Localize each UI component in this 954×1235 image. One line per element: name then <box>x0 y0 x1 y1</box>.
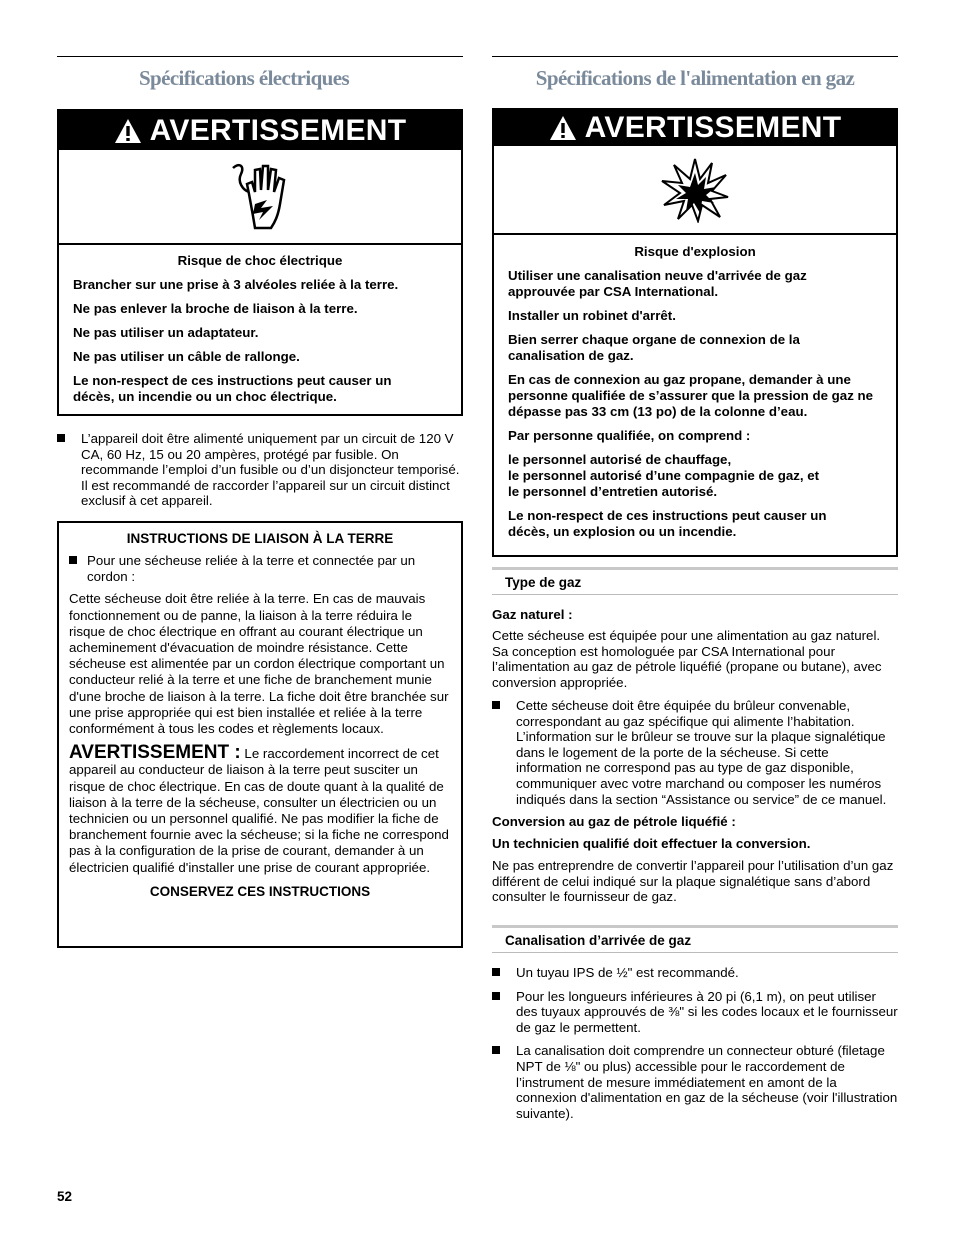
left-top-rule <box>57 56 463 57</box>
warning-line: le personnel d’entretien autorisé. <box>508 484 718 499</box>
grounding-bullet-text: Pour une sécheuse reliée à la terre et connectée par un cordon : <box>87 553 416 584</box>
electric-shock-hand-icon <box>59 150 461 245</box>
electrical-warning-box <box>57 109 463 416</box>
bullet-square <box>492 1046 500 1054</box>
bullet-square <box>57 434 65 442</box>
warning-line: Ne pas utiliser un adaptateur. <box>73 325 259 340</box>
warning-line: le personnel autorisé de chauffage, <box>508 452 732 467</box>
warning-line: Installer un robinet d'arrêt. <box>508 308 676 323</box>
gas-supply-heading: Canalisation d’arrivée de gaz <box>492 925 898 953</box>
grounding-heading: INSTRUCTIONS DE LIAISON À LA TERRE <box>126 531 394 546</box>
gas-warning-box <box>492 108 898 557</box>
lpg-label: Conversion au gaz de pétrole liquéfié : <box>492 814 736 830</box>
bullet-square <box>492 992 500 1000</box>
warning-line: le personnel autorisé d’une compagnie de gaz, et <box>508 468 820 483</box>
warning-line: Le non-respect de ces instructions peut causer un décès, un explosion ou un incendie. <box>508 508 827 539</box>
supply-bullet <box>492 1043 898 1121</box>
supply-bullet-text: Un tuyau IPS de ½" est recommandé. <box>516 965 739 980</box>
warning-line: Utiliser une canalisation neuve d'arrivée de gaz approuvée par CSA International. <box>508 268 807 299</box>
right-section-title: Spécifications de l'alimentation en gaz <box>535 66 855 90</box>
right-top-rule <box>492 56 898 57</box>
page-number: 52 <box>57 1189 73 1204</box>
warning-line: Bien serrer chaque organe de connexion de la canalisation de gaz. <box>508 332 800 363</box>
warning-line: Par personne qualifiée, on comprend : <box>508 428 751 443</box>
keep-instructions: CONSERVEZ CES INSTRUCTIONS <box>149 883 371 899</box>
natural-gas-label: Gaz naturel : <box>492 607 573 622</box>
warning-line: Le non-respect de ces instructions peut causer un décès, un incendie ou un choc électrique. <box>73 373 392 404</box>
grounding-bullet <box>69 553 451 584</box>
warning-header <box>494 110 896 146</box>
burner-bullet <box>492 698 898 807</box>
circuit-text: L’appareil doit être alimenté uniquement par un circuit de 120 V CA, 60 Hz, 15 ou 20 ampères, protégé par fusible. On recommande l’emploi d’un fusible ou d’un disjoncteur temporisé. Il est recommandé de raccorder l’appareil sur un circuit distinct exclusif à cet appareil. <box>81 431 460 509</box>
grounding-warning-text: Le raccordement incorrect de cet appareil au conducteur de liaison à la terre peut susciter un risque de choc électrique. En cas de doute quant à la qualité de liaison à la terre de la sécheuse, consulter un électricien ou un technicien ou un personnel qualifié. Ne pas modifier la fiche de branchement fournie avec la sécheuse; si la fiche ne correspond pas à la configuration de la prise de courant, demander à un électricien qualifié d'installer une prise de courant appropriée. <box>69 746 449 875</box>
grounding-paragraph: Cette sécheuse doit être reliée à la terre. En cas de mauvais fonctionnement ou de panne, la liaison à la terre réduira le risque de choc électrique en offrant au courant électrique un acheminement d'évacuation de moindre résistance. Cette sécheuse est alimentée par un cordon électrique comportant un conducteur relié à la terre et une fiche de branchement munie d'une broche de liaison à la terre. La fiche doit être branchée sur une prise appropriée qui est bien installée et reliée à la terre conformément à tous les codes et règlements locaux. <box>69 591 449 737</box>
burner-bullet-text: Cette sécheuse doit être équipée du brûleur convenable, correspondant au gaz spécifique qui alimente l’habitation. L’information sur le brûleur se trouve sur la plaque signalétique dans le logement de la porte de la sécheuse. Si cette information ne correspond pas au type de gaz disponible, communiquer avec votre marchand ou composer les numéros indiqués dans la section “Assistance ou service” de ce manuel. <box>516 697 887 807</box>
explosion-icon <box>494 146 896 235</box>
warning-line: Ne pas enlever la broche de liaison à la terre. <box>73 301 358 316</box>
supply-bullet-text: La canalisation doit comprendre un connecteur obturé (filetage NPT de ⅛" ou plus) accessible pour le raccordement de l’instrument de mesure immédiatement en amont de la connexion d'alimentation en gaz de la sécheuse (voir l'illustration suivante). <box>516 1043 898 1121</box>
warning-header-label: AVERTISSEMENT <box>149 113 407 147</box>
warning-line: Brancher sur une prise à 3 alvéoles reliée à la terre. <box>73 277 399 292</box>
supply-bullet <box>492 965 898 981</box>
warning-line: Risque d'explosion <box>634 244 756 259</box>
circuit-bullet <box>57 431 463 509</box>
supply-bullet-text: Pour les longueurs inférieures à 20 pi (6,1 m), on peut utiliser des tuyaux approuvés de ⅜" si les codes locaux et le fournisseur de gaz le permettent. <box>516 988 898 1035</box>
warning-triangle-icon <box>114 118 142 144</box>
warning-line: En cas de connexion au gaz propane, demander à une personne qualifiée de s’assurer que la pression de gaz ne dépasse pas 33 cm (13 po) de la colonne d’eau. <box>508 372 874 419</box>
lpg-text: Ne pas entreprendre de convertir l’appareil pour l’utilisation d’un gaz différent de celui indiqué sur la plaque signalétique sans d’abord consulter le fournisseur de gaz. <box>492 857 894 905</box>
natural-gas-text: Cette sécheuse est équipée pour une alimentation au gaz naturel. Sa conception est homologuée par CSA International pour l’alimentation au gaz de pétrole liquéfié (propane ou butane), avec conversion appropriée. <box>492 627 882 691</box>
grounding-instructions-box <box>57 521 463 948</box>
warning-line: Risque de choc électrique <box>177 253 343 268</box>
lpg-bold-note: Un technicien qualifié doit effectuer la conversion. <box>492 835 811 851</box>
supply-bullet <box>492 989 898 1036</box>
warning-line: Ne pas utiliser un câble de rallonge. <box>73 349 300 364</box>
warning-header <box>59 111 461 150</box>
bullet-square <box>69 556 77 564</box>
warning-triangle-icon <box>549 115 577 141</box>
left-section-title: Spécifications électriques <box>138 66 350 90</box>
bullet-square <box>492 701 500 709</box>
gas-type-heading: Type de gaz <box>492 567 898 595</box>
bullet-square <box>492 968 500 976</box>
warning-header-label: AVERTISSEMENT <box>584 111 842 144</box>
grounding-warning-label: AVERTISSEMENT : <box>69 742 241 764</box>
